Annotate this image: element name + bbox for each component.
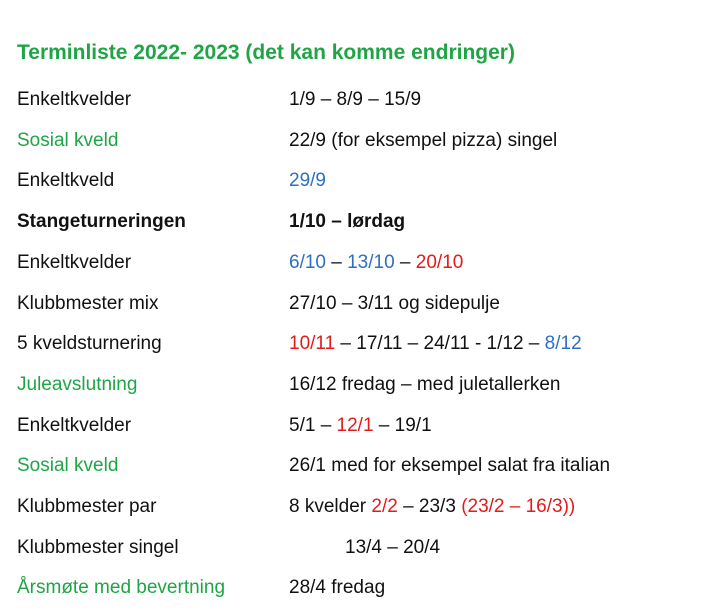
date-segment: 5/1 – [289,415,337,436]
date-segment: 12/1 [336,415,374,436]
schedule-row [0,170,718,200]
event-dates [289,130,557,152]
event-dates [289,455,610,477]
schedule-row [0,252,718,282]
event-label: Klubbmester par [17,496,157,517]
date-segment: – [325,252,348,273]
event-dates [289,211,405,233]
date-segment: 27/10 – 3/11 og sidepulje [289,293,500,314]
event-label: Sosial kveld [17,130,119,151]
date-segment: 26/1 med for eksempel salat fra italian [289,455,611,476]
event-label: Klubbmester singel [17,537,179,558]
schedule-row [0,333,718,363]
event-dates [289,496,575,518]
date-segment: 8/12 [544,333,582,354]
event-dates [289,170,326,192]
schedule-row [0,496,718,526]
schedule-row [0,89,718,119]
date-segment: 22/9 (for eksempel pizza) singel [289,130,558,151]
date-segment: 6/10 [289,252,326,273]
date-segment: 29/9 [289,170,326,191]
event-dates [289,252,463,274]
event-dates [345,537,440,559]
event-label: Enkeltkvelder [17,252,132,273]
date-segment: 28/4 fredag [289,577,386,598]
event-label: 5 kveldsturnering [17,333,162,354]
event-label: Stangeturneringen [17,211,186,232]
date-segment: 8 kvelder [289,496,372,517]
schedule-row [0,130,718,160]
date-segment: (23/2 – 16/3)) [461,496,576,517]
schedule-row [0,415,718,445]
event-dates [289,374,560,396]
date-segment: – 23/3 [397,496,462,517]
schedule-row [0,455,718,485]
schedule-row [0,577,718,607]
schedule-row [0,374,718,404]
event-dates [289,577,385,599]
date-segment: 1/9 – 8/9 – 15/9 [289,89,422,110]
schedule-row [0,537,718,567]
page-title: Terminliste 2022- 2023 (det kan komme endringer) [17,41,515,64]
event-label: Enkeltkvelder [17,89,132,110]
date-segment: – [394,252,416,273]
schedule-row [0,211,718,241]
event-label: Klubbmester mix [17,293,159,314]
event-dates [289,333,582,355]
event-dates [289,293,500,315]
date-segment: 1/10 – lørdag [289,211,406,232]
event-label: Enkeltkvelder [17,415,132,436]
date-segment: 16/12 fredag – med juletallerken [289,374,561,395]
event-label: Sosial kveld [17,455,119,476]
date-segment: 10/11 [289,333,336,354]
event-label: Årsmøte med bevertning [17,577,226,598]
date-segment: 13/4 – 20/4 [345,537,441,558]
date-segment: 20/10 [415,252,464,273]
schedule-row [0,293,718,323]
date-segment: – 17/11 – 24/11 - 1/12 – [335,333,545,354]
date-segment: – 19/1 [373,415,432,436]
event-label: Enkeltkveld [17,170,115,191]
event-dates [289,415,432,437]
event-label: Juleavslutning [17,374,138,395]
date-segment: 2/2 [371,496,398,517]
event-dates [289,89,421,111]
date-segment: 13/10 [347,252,395,273]
